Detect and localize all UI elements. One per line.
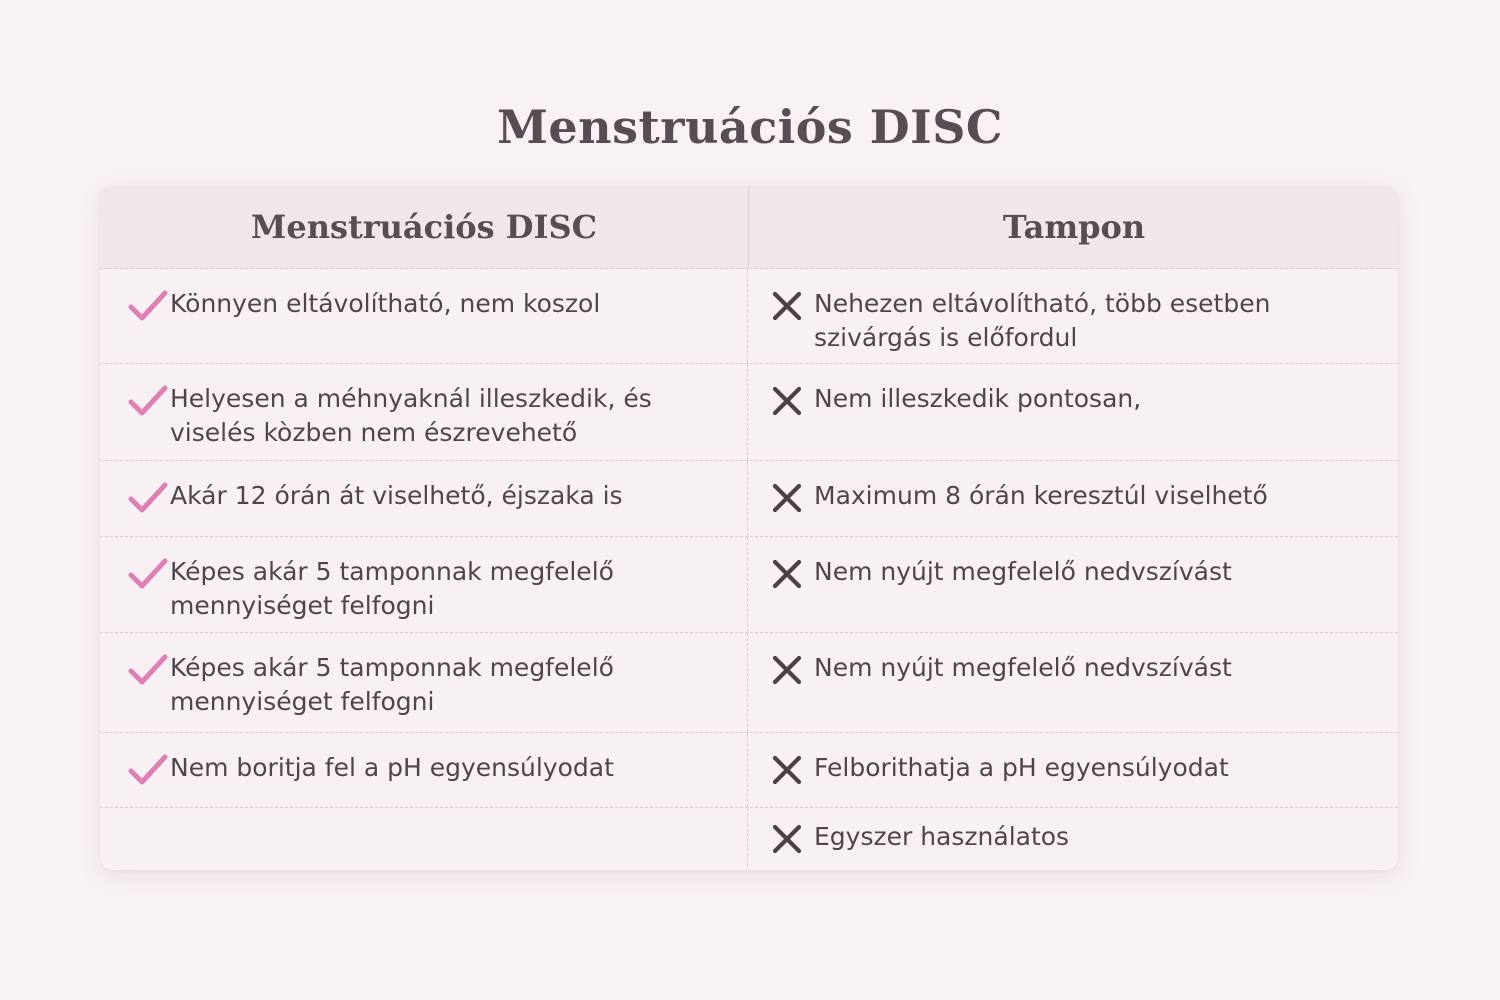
con-cell [748,633,1398,732]
table-row [100,461,1398,537]
check-icon [128,481,170,515]
con-cell [748,364,1398,460]
column-header-disc: Menstruációs DISC [100,186,749,268]
table-row [100,537,1398,633]
con-cell [748,537,1398,632]
con-cell [748,269,1398,363]
pro-cell [100,633,748,732]
con-cell [748,733,1398,807]
page-title: Menstruációs DISC [496,100,1004,154]
check-icon [128,753,170,787]
pro-cell [100,537,748,632]
x-icon [772,289,814,323]
table-row [100,269,1398,364]
con-text: Maximum 8 órán keresztúl viselhető [814,481,1268,510]
con-text: Nem nyújt megfelelő nedvszívást [814,653,1232,682]
check-icon [128,653,170,687]
x-icon [772,384,814,418]
column-header-tampon: Tampon [1002,208,1146,246]
table-row [100,733,1398,808]
pro-cell [100,364,748,460]
con-cell [748,808,1398,870]
con-cell [748,461,1398,536]
pro-text: Könnyen eltávolítható, nem koszol [170,289,601,318]
check-icon [128,289,170,323]
pro-cell [100,269,748,363]
x-icon [772,481,814,515]
empty-cell [100,808,748,870]
check-icon [128,384,170,418]
table-row [100,364,1398,461]
x-icon [772,653,814,687]
con-text: Felborithatja a pH egyensúlyodat [814,753,1229,782]
pro-text: Képes akár 5 tamponnak megfelelő mennyiséget felfogni [170,557,614,620]
comparison-table [100,186,1398,870]
con-text: Nem illeszkedik pontosan, [814,384,1142,413]
x-icon [772,753,814,787]
x-icon [772,557,814,591]
con-text: Nehezen eltávolítható, több esetben szivárgás is előfordul [814,289,1271,352]
table-row [100,808,1398,870]
pro-text: Képes akár 5 tamponnak megfelelő mennyiséget felfogni [170,653,614,716]
con-text: Egyszer használatos [814,822,1070,851]
pro-text: Nem boritja fel a pH egyensúlyodat [170,753,614,782]
x-icon [772,822,814,856]
table-row [100,633,1398,733]
pro-cell [100,733,748,807]
pro-text: Akár 12 órán át viselhető, éjszaka is [170,481,623,510]
pro-text: Helyesen a méhnyaknál illeszkedik, és viselés kòzben nem észrevehető [170,384,652,447]
table-header [100,186,1398,269]
con-text: Nem nyújt megfelelő nedvszívást [814,557,1232,586]
check-icon [128,557,170,591]
pro-cell [100,461,748,536]
